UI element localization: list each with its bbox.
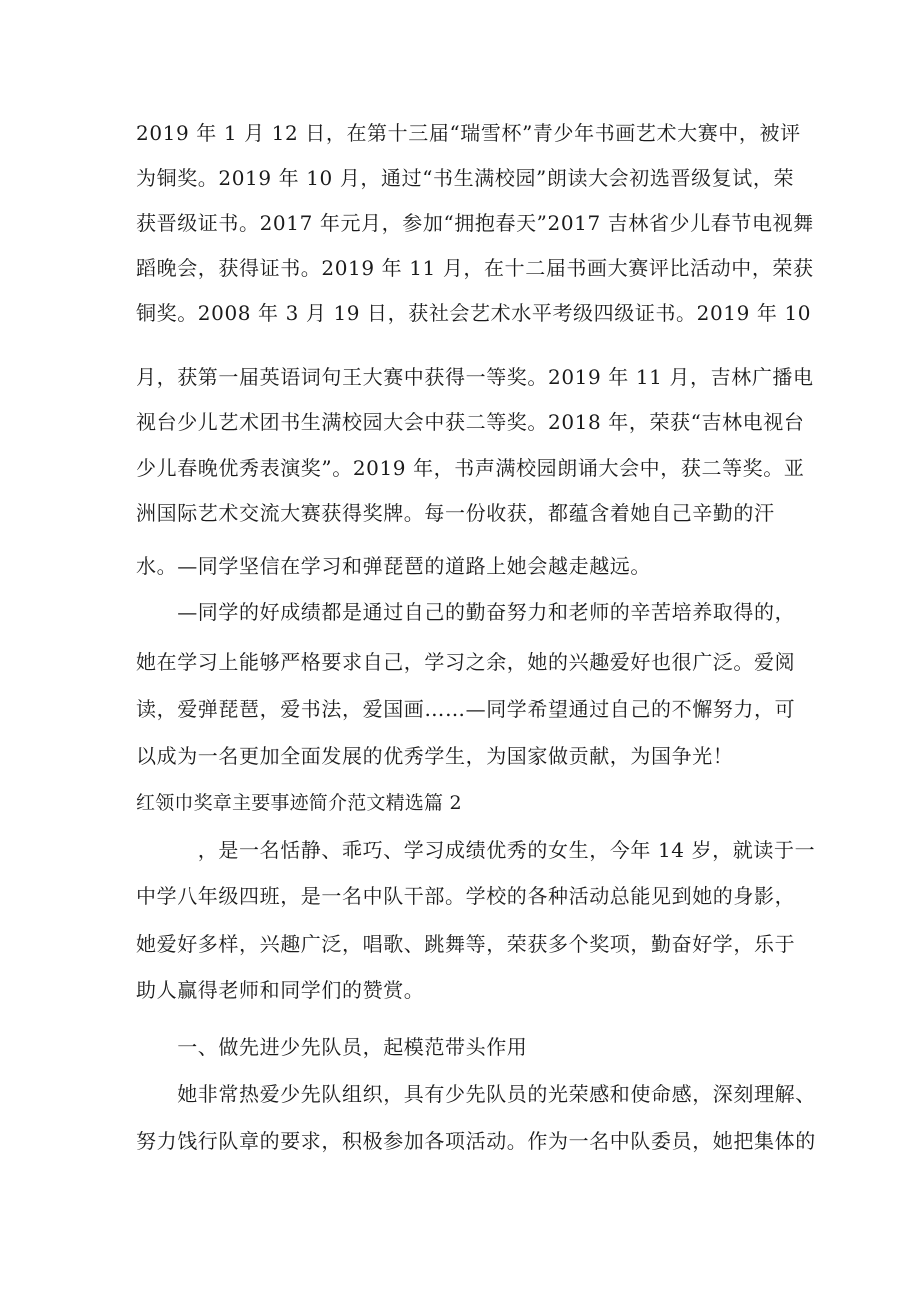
text-line: 洲国际艺术交流大赛获得奖牌。每一份收获，都蕴含着她自己辛勤的汗 bbox=[136, 501, 775, 525]
text-line: 蹈晚会，获得证书。2019 年 11 月，在十二届书画大赛评比活动中，荣获 bbox=[136, 256, 814, 280]
text-line: 视台少儿艺术团书生满校园大会中获二等奖。2018 年，荣获“吉林电视台 bbox=[136, 410, 805, 434]
text-line: 水。—同学坚信在学习和弹琵琶的道路上她会越走越远。 bbox=[136, 554, 651, 578]
text-line: 月，获第一届英语词句王大赛中获得一等奖。2019 年 11 月，吉林广播电 bbox=[136, 365, 814, 389]
text-line: 努力饯行队章的要求，积极参加各项活动。作为一名中队委员，她把集体的 bbox=[136, 1129, 816, 1153]
text-line: 铜奖。2008 年 3 月 19 日，获社会艺术水平考级四级证书。2019 年 10 bbox=[136, 301, 812, 325]
text-line: 2019 年 1 月 12 日，在第十三届“瑞雪杯”青少年书画艺术大赛中，被评 bbox=[136, 121, 801, 145]
text-line: 获晋级证书。2017 年元月，参加“拥抱春天”2017 吉林省少儿春节电视舞 bbox=[136, 211, 814, 235]
section-heading: 红领巾奖章主要事迹简介范文精选篇 2 bbox=[136, 792, 462, 814]
subsection-heading: 一、做先进少先队员，起模范带头作用 bbox=[136, 1035, 528, 1059]
text-line: 少儿春晚优秀表演奖”。2019 年，书声满校园朗诵大会中，获二等奖。亚 bbox=[136, 456, 805, 480]
text-line: 助人赢得老师和同学们的赞赏。 bbox=[136, 978, 425, 1002]
text-line: 以成为一名更加全面发展的优秀学生，为国家做贡献，为国争光！ bbox=[136, 744, 734, 768]
text-line: 为铜奖。2019 年 10 月，通过“书生满校园”朗读大会初选晋级复试，荣 bbox=[136, 166, 795, 190]
text-line: —同学的好成绩都是通过自己的勤奋努力和老师的辛苦培养取得的， bbox=[136, 600, 796, 624]
text-line: 她在学习上能够严格要求自己，学习之余，她的兴趣爱好也很广泛。爱阅 bbox=[136, 650, 796, 674]
text-line: 她非常热爱少先队组织，具有少先队员的光荣感和使命感，深刻理解、 bbox=[136, 1082, 816, 1106]
text-line: 读，爱弹琵琶，爱书法，爱国画……—同学希望通过自己的不懈努力，可 bbox=[136, 697, 796, 721]
text-line: 中学八年级四班，是一名中队干部。学校的各种活动总能见到她的身影， bbox=[136, 884, 796, 908]
text-line: ，是一名恬静、乖巧、学习成绩优秀的女生，今年 14 岁，就读于一 bbox=[136, 838, 816, 862]
text-line: 她爱好多样，兴趣广泛，唱歌、跳舞等，荣获多个奖项，勤奋好学，乐于 bbox=[136, 932, 796, 956]
